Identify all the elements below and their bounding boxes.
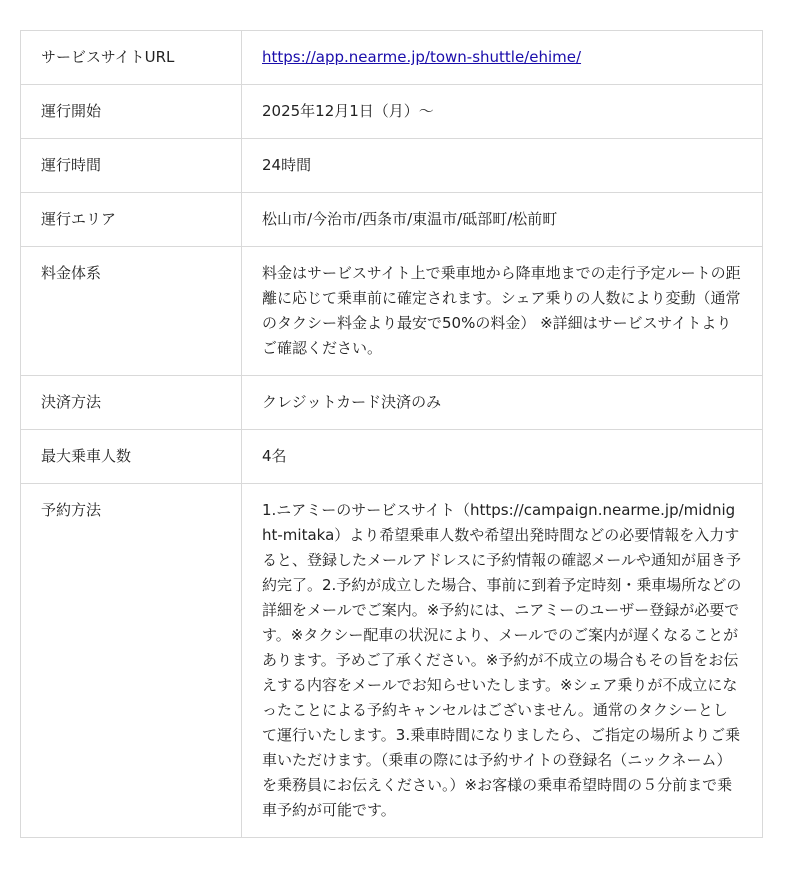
row-value: 1.ニアミーのサービスサイト（https://campaign.nearme.jp/midnight-mitaka）より希望乗車人数や希望出発時間などの必要情報を入力すると、登録したメールアドレスに予約情報の確認メールや通知が届き予約完了。2.予約が成立した場合、事前に到着予定時刻・乗車場所などの詳細をメールでご案内。※予約には、ニアミーのユーザー登録が必要です。※タクシー配車の状況により、メールでのご案内が遅くなることがあります。予めご了承ください。※予約が不成立の場合もその旨をお伝えする内容をメールでお知らせいたします。※シェア乗りが不成立になったことによる予約キャンセルはございません。通常のタクシーとして運行いたします。3.乗車時間になりましたら、ご指定の場所よりご乗車いただけます。（乗車の際には予約サイトの登録名（ニックネーム）を乗務員にお伝えください。）※お客様の乗車希望時間の５分前まで乗車予約が可能です。 [242,484,763,838]
row-label: 料金体系 [21,247,242,376]
table-row-service-url [21,31,763,85]
table-row-service-area [21,193,763,247]
row-value: クレジットカード決済のみ [242,376,763,430]
row-value: 料金はサービスサイト上で乗車地から降車地までの走行予定ルートの距離に応じて乗車前に確定されます。シェア乗りの人数により変動（通常のタクシー料金より最安で50%の料金） ※詳細はサービスサイトよりご確認ください。 [242,247,763,376]
row-value: 4名 [242,430,763,484]
row-value [242,31,763,85]
row-label: 予約方法 [21,484,242,838]
table-row-operating-hours [21,139,763,193]
table-row-fare-system [21,247,763,376]
row-label: 決済方法 [21,376,242,430]
row-value: 2025年12月1日（月）〜 [242,85,763,139]
table-row-start-date [21,85,763,139]
row-label: 運行時間 [21,139,242,193]
table-row-max-passengers [21,430,763,484]
service-site-link[interactable]: https://app.nearme.jp/town-shuttle/ehime/ [262,48,582,66]
service-info-table [20,30,763,838]
row-label: 最大乗車人数 [21,430,242,484]
row-label: サービスサイトURL [21,31,242,85]
row-value: 24時間 [242,139,763,193]
row-value: 松山市/今治市/西条市/東温市/砥部町/松前町 [242,193,763,247]
table-row-payment-method [21,376,763,430]
row-label: 運行エリア [21,193,242,247]
row-label: 運行開始 [21,85,242,139]
table-row-reservation-method [21,484,763,838]
